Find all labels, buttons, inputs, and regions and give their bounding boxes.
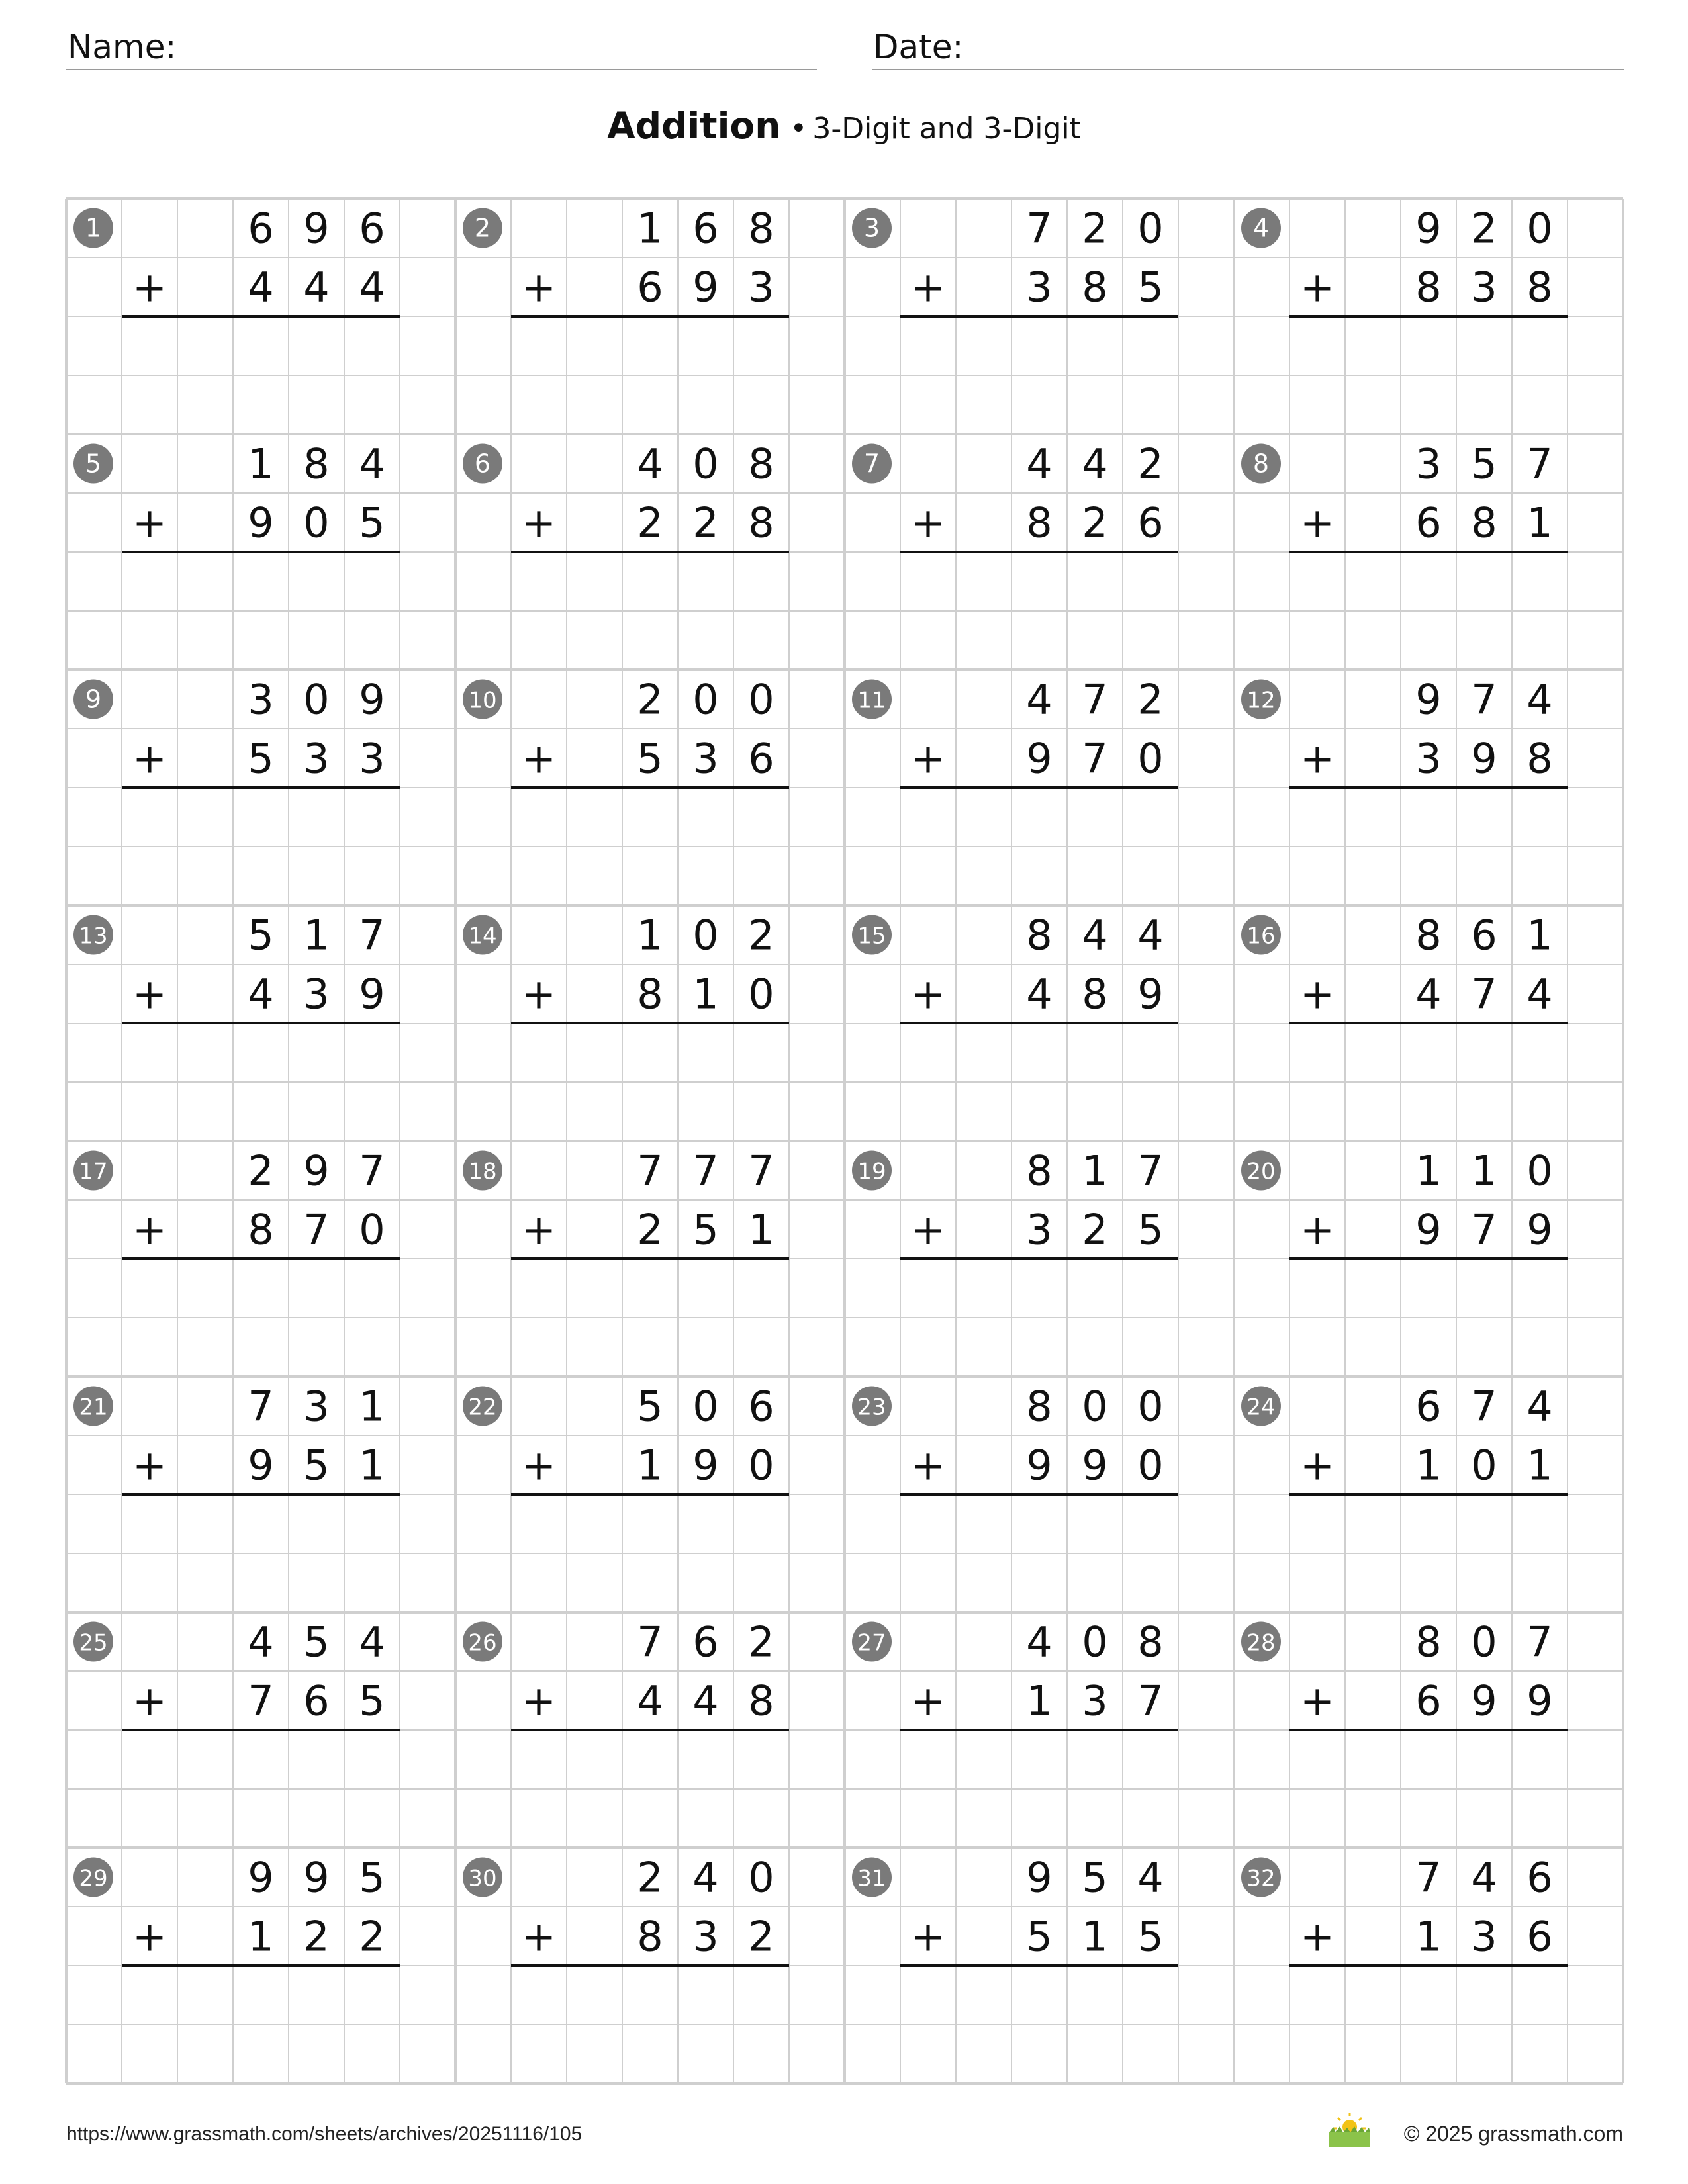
title-main: Addition: [607, 105, 781, 147]
addend-digit: 5: [359, 498, 385, 547]
addend-digit: 2: [637, 1853, 663, 1902]
addend-digit: 5: [303, 1617, 330, 1666]
addend-digit: 9: [1082, 1441, 1108, 1490]
addend-digit: 3: [1415, 439, 1442, 488]
addend-digit: 1: [1082, 1912, 1108, 1961]
grass-sun-logo-icon: [1327, 2109, 1373, 2148]
addend-digit: 5: [692, 1205, 719, 1254]
addend-digit: 0: [692, 439, 719, 488]
problem-number: 23: [857, 1394, 886, 1421]
addend-digit: 7: [359, 911, 385, 960]
plus-sign: +: [522, 1205, 556, 1254]
problem-number: 25: [79, 1629, 108, 1657]
addend-digit: 2: [692, 498, 719, 547]
addend-digit: 0: [359, 1205, 385, 1254]
problem-number: 13: [79, 923, 108, 950]
addend-digit: 6: [637, 263, 663, 312]
footer-copyright: © 2025 grassmath.com: [1403, 2122, 1623, 2146]
addend-digit: 6: [748, 1382, 774, 1431]
addend-digit: 0: [692, 675, 719, 724]
addend-digit: 7: [1026, 204, 1053, 253]
problem-number: 28: [1246, 1629, 1276, 1657]
addend-digit: 7: [1471, 675, 1497, 724]
addend-digit: 4: [692, 1853, 719, 1902]
addend-digit: 4: [248, 1617, 274, 1666]
problem-number: 24: [1246, 1394, 1276, 1421]
addend-digit: 6: [1526, 1912, 1553, 1961]
problem-number: 20: [1246, 1158, 1276, 1185]
plus-sign: +: [1300, 498, 1335, 547]
problem-number: 22: [468, 1394, 497, 1421]
addend-digit: 8: [1415, 1617, 1442, 1666]
addend-digit: 0: [303, 498, 330, 547]
addend-digit: 2: [637, 1205, 663, 1254]
plus-sign: +: [132, 970, 167, 1019]
addend-digit: 4: [1026, 1617, 1053, 1666]
addend-digit: 7: [248, 1676, 274, 1725]
addend-digit: 6: [1526, 1853, 1553, 1902]
addend-digit: 3: [248, 675, 274, 724]
addend-digit: 1: [1082, 1146, 1108, 1195]
addend-digit: 1: [1415, 1912, 1442, 1961]
addend-digit: 4: [359, 263, 385, 312]
addend-digit: 5: [637, 734, 663, 783]
addend-digit: 0: [1471, 1617, 1497, 1666]
plus-sign: +: [522, 734, 556, 783]
problem-number: 17: [79, 1158, 108, 1185]
addend-digit: 7: [637, 1146, 663, 1195]
addend-digit: 9: [1415, 1205, 1442, 1254]
addend-digit: 5: [1026, 1912, 1053, 1961]
addend-digit: 2: [637, 675, 663, 724]
addend-digit: 1: [248, 1912, 274, 1961]
plus-sign: +: [911, 263, 945, 312]
addend-digit: 7: [1082, 675, 1108, 724]
addend-digit: 4: [1526, 675, 1553, 724]
addend-digit: 1: [637, 911, 663, 960]
addend-digit: 6: [692, 1617, 719, 1666]
addend-digit: 8: [748, 204, 774, 253]
addend-digit: 5: [359, 1676, 385, 1725]
addend-digit: 1: [359, 1441, 385, 1490]
problem-number: 31: [857, 1865, 886, 1892]
plus-sign: +: [132, 1205, 167, 1254]
addend-digit: 3: [1082, 1676, 1108, 1725]
footer-url: https://www.grassmath.com/sheets/archives/20251116/105: [66, 2123, 583, 2145]
addend-digit: 5: [1137, 263, 1164, 312]
addend-digit: 9: [1026, 1853, 1053, 1902]
addend-digit: 9: [1026, 1441, 1053, 1490]
problem-number: 7: [863, 449, 880, 478]
addend-digit: 7: [1526, 1617, 1553, 1666]
plus-sign: +: [911, 1676, 945, 1725]
addend-digit: 9: [692, 263, 719, 312]
addend-digit: 0: [1137, 1441, 1164, 1490]
addend-digit: 8: [637, 970, 663, 1019]
addend-digit: 7: [1471, 1205, 1497, 1254]
problem-number: 9: [85, 684, 102, 714]
addend-digit: 7: [1471, 1382, 1497, 1431]
addend-digit: 8: [1415, 911, 1442, 960]
plus-sign: +: [132, 263, 167, 312]
plus-sign: +: [1300, 1676, 1335, 1725]
problem-number: 2: [474, 213, 491, 243]
problem-number: 6: [474, 449, 491, 478]
addend-digit: 7: [637, 1617, 663, 1666]
problem-number: 10: [468, 687, 497, 714]
plus-sign: +: [911, 1912, 945, 1961]
problem-number: 1: [85, 213, 102, 243]
addend-digit: 7: [1137, 1676, 1164, 1725]
addend-digit: 0: [1137, 734, 1164, 783]
addend-digit: 0: [692, 1382, 719, 1431]
plus-sign: +: [132, 1912, 167, 1961]
addend-digit: 8: [1415, 263, 1442, 312]
addend-digit: 2: [748, 1617, 774, 1666]
problem-number: 15: [857, 923, 886, 950]
addend-digit: 2: [303, 1912, 330, 1961]
addend-digit: 4: [248, 970, 274, 1019]
plus-sign: +: [522, 1441, 556, 1490]
addend-digit: 4: [1082, 911, 1108, 960]
addend-digit: 0: [1471, 1441, 1497, 1490]
addend-digit: 4: [1026, 970, 1053, 1019]
addend-digit: 9: [303, 1146, 330, 1195]
addend-digit: 2: [1082, 1205, 1108, 1254]
addend-digit: 0: [748, 1853, 774, 1902]
addend-digit: 7: [748, 1146, 774, 1195]
addend-digit: 7: [1137, 1146, 1164, 1195]
addend-digit: 6: [748, 734, 774, 783]
addend-digit: 7: [1471, 970, 1497, 1019]
addend-digit: 8: [748, 498, 774, 547]
addend-digit: 4: [1526, 1382, 1553, 1431]
addend-digit: 1: [359, 1382, 385, 1431]
addend-digit: 2: [1471, 204, 1497, 253]
addend-digit: 8: [1526, 734, 1553, 783]
addend-digit: 3: [1026, 1205, 1053, 1254]
addend-digit: 0: [692, 911, 719, 960]
addend-digit: 5: [1137, 1205, 1164, 1254]
addend-digit: 5: [303, 1441, 330, 1490]
addend-digit: 8: [1026, 498, 1053, 547]
problem-number: 26: [468, 1629, 497, 1657]
problem-number: 8: [1252, 449, 1270, 478]
plus-sign: +: [132, 1441, 167, 1490]
plus-sign: +: [911, 1441, 945, 1490]
plus-sign: +: [132, 734, 167, 783]
title-separator: •: [790, 112, 808, 146]
addend-digit: 0: [1082, 1617, 1108, 1666]
addend-digit: 9: [359, 970, 385, 1019]
addend-digit: 0: [303, 675, 330, 724]
addend-digit: 8: [303, 439, 330, 488]
addend-digit: 8: [637, 1912, 663, 1961]
addend-digit: 9: [303, 204, 330, 253]
addend-digit: 8: [1471, 498, 1497, 547]
addend-digit: 9: [1471, 1676, 1497, 1725]
plus-sign: +: [1300, 1205, 1335, 1254]
plus-sign: +: [1300, 970, 1335, 1019]
addend-digit: 7: [692, 1146, 719, 1195]
plus-sign: +: [522, 263, 556, 312]
addend-digit: 2: [359, 1912, 385, 1961]
addend-digit: 4: [303, 263, 330, 312]
addend-digit: 5: [248, 911, 274, 960]
addend-digit: 7: [303, 1205, 330, 1254]
addend-digit: 5: [637, 1382, 663, 1431]
addend-digit: 5: [1082, 1853, 1108, 1902]
addend-digit: 7: [248, 1382, 274, 1431]
addend-digit: 1: [1526, 498, 1553, 547]
problem-number: 30: [468, 1865, 497, 1892]
addend-digit: 4: [1415, 970, 1442, 1019]
addend-digit: 4: [692, 1676, 719, 1725]
addend-digit: 2: [637, 498, 663, 547]
addend-digit: 1: [1415, 1146, 1442, 1195]
addend-digit: 1: [1526, 911, 1553, 960]
addend-digit: 1: [1026, 1676, 1053, 1725]
addend-digit: 6: [1415, 1382, 1442, 1431]
addend-digit: 1: [1526, 1441, 1553, 1490]
addend-digit: 3: [1471, 263, 1497, 312]
addend-digit: 0: [748, 675, 774, 724]
addend-digit: 4: [1137, 911, 1164, 960]
problem-number: 3: [863, 213, 880, 243]
plus-sign: +: [522, 1676, 556, 1725]
addend-digit: 0: [748, 1441, 774, 1490]
addend-digit: 9: [248, 1853, 274, 1902]
addend-digit: 5: [359, 1853, 385, 1902]
addend-digit: 8: [1026, 1146, 1053, 1195]
addend-digit: 6: [1137, 498, 1164, 547]
addend-digit: 0: [1082, 1382, 1108, 1431]
addend-digit: 6: [692, 204, 719, 253]
addend-digit: 6: [1415, 498, 1442, 547]
problem-number: 32: [1246, 1865, 1276, 1892]
addend-digit: 8: [1082, 970, 1108, 1019]
problem-number: 21: [79, 1394, 108, 1421]
addend-digit: 6: [1415, 1676, 1442, 1725]
addend-digit: 8: [1026, 911, 1053, 960]
plus-sign: +: [132, 498, 167, 547]
problem-number: 19: [857, 1158, 886, 1185]
addend-digit: 9: [1526, 1676, 1553, 1725]
addend-digit: 1: [1471, 1146, 1497, 1195]
addend-digit: 9: [1526, 1205, 1553, 1254]
addend-digit: 8: [248, 1205, 274, 1254]
addend-digit: 2: [1137, 439, 1164, 488]
plus-sign: +: [1300, 734, 1335, 783]
addend-digit: 5: [248, 734, 274, 783]
addend-digit: 9: [692, 1441, 719, 1490]
addend-digit: 8: [748, 1676, 774, 1725]
addend-digit: 2: [748, 1912, 774, 1961]
addend-digit: 7: [1415, 1853, 1442, 1902]
addend-digit: 7: [359, 1146, 385, 1195]
plus-sign: +: [911, 1205, 945, 1254]
problem-number: 14: [468, 923, 497, 950]
addend-digit: 3: [1471, 1912, 1497, 1961]
addend-digit: 0: [1137, 204, 1164, 253]
addend-digit: 1: [637, 1441, 663, 1490]
addend-digit: 3: [303, 734, 330, 783]
addend-digit: 3: [692, 1912, 719, 1961]
plus-sign: +: [522, 498, 556, 547]
plus-sign: +: [911, 970, 945, 1019]
addend-digit: 6: [248, 204, 274, 253]
problem-number: 11: [857, 687, 886, 714]
problem-number: 29: [79, 1865, 108, 1892]
addend-digit: 3: [748, 263, 774, 312]
addend-digit: 1: [248, 439, 274, 488]
addend-digit: 0: [748, 970, 774, 1019]
addend-digit: 0: [1526, 204, 1553, 253]
addend-digit: 3: [1026, 263, 1053, 312]
addend-digit: 9: [1026, 734, 1053, 783]
addend-digit: 4: [1137, 1853, 1164, 1902]
problem-number: 27: [857, 1629, 886, 1657]
problem-number: 18: [468, 1158, 497, 1185]
plus-sign: +: [1300, 1441, 1335, 1490]
addend-digit: 1: [303, 911, 330, 960]
addend-digit: 2: [1082, 498, 1108, 547]
addend-digit: 1: [637, 204, 663, 253]
addend-digit: 0: [1526, 1146, 1553, 1195]
addend-digit: 9: [1415, 204, 1442, 253]
addend-digit: 8: [748, 439, 774, 488]
addend-digit: 4: [1026, 675, 1053, 724]
addend-digit: 2: [1082, 204, 1108, 253]
addend-digit: 5: [1137, 1912, 1164, 1961]
problem-number: 12: [1246, 687, 1276, 714]
addend-digit: 3: [303, 970, 330, 1019]
plus-sign: +: [1300, 1912, 1335, 1961]
plus-sign: +: [132, 1676, 167, 1725]
addend-digit: 8: [1082, 263, 1108, 312]
title-subtitle: 3-Digit and 3-Digit: [812, 112, 1081, 146]
addend-digit: 6: [1471, 911, 1497, 960]
addend-digit: 9: [1471, 734, 1497, 783]
addend-digit: 2: [1137, 675, 1164, 724]
addend-digit: 3: [303, 1382, 330, 1431]
addend-digit: 4: [248, 263, 274, 312]
addend-digit: 1: [692, 970, 719, 1019]
addend-digit: 4: [1082, 439, 1108, 488]
addend-digit: 1: [1415, 1441, 1442, 1490]
problem-number: 4: [1252, 213, 1270, 243]
addend-digit: 4: [637, 1676, 663, 1725]
name-label: Name:: [68, 28, 177, 66]
problem-number: 5: [85, 449, 102, 478]
addend-digit: 5: [1471, 439, 1497, 488]
date-label: Date:: [873, 28, 964, 66]
addend-digit: 4: [637, 439, 663, 488]
addend-digit: 7: [1082, 734, 1108, 783]
addend-digit: 4: [1471, 1853, 1497, 1902]
addend-digit: 2: [248, 1146, 274, 1195]
plus-sign: +: [911, 498, 945, 547]
addend-digit: 9: [1137, 970, 1164, 1019]
addend-digit: 8: [1526, 263, 1553, 312]
addend-digit: 4: [1026, 439, 1053, 488]
addend-digit: 0: [1137, 1382, 1164, 1431]
addend-digit: 7: [1526, 439, 1553, 488]
addend-digit: 4: [1526, 970, 1553, 1019]
plus-sign: +: [522, 970, 556, 1019]
addend-digit: 2: [748, 911, 774, 960]
addend-digit: 9: [359, 675, 385, 724]
plus-sign: +: [1300, 263, 1335, 312]
problem-number: 16: [1246, 923, 1276, 950]
addend-digit: 9: [1415, 675, 1442, 724]
addend-digit: 3: [359, 734, 385, 783]
addend-digit: 6: [359, 204, 385, 253]
addend-digit: 3: [692, 734, 719, 783]
addend-digit: 1: [748, 1205, 774, 1254]
addend-digit: 9: [248, 1441, 274, 1490]
addend-digit: 8: [1026, 1382, 1053, 1431]
addend-digit: 9: [248, 498, 274, 547]
addend-digit: 3: [1415, 734, 1442, 783]
addend-digit: 8: [1137, 1617, 1164, 1666]
addend-digit: 9: [303, 1853, 330, 1902]
plus-sign: +: [522, 1912, 556, 1961]
addend-digit: 4: [359, 439, 385, 488]
plus-sign: +: [911, 734, 945, 783]
addend-digit: 6: [303, 1676, 330, 1725]
addend-digit: 4: [359, 1617, 385, 1666]
